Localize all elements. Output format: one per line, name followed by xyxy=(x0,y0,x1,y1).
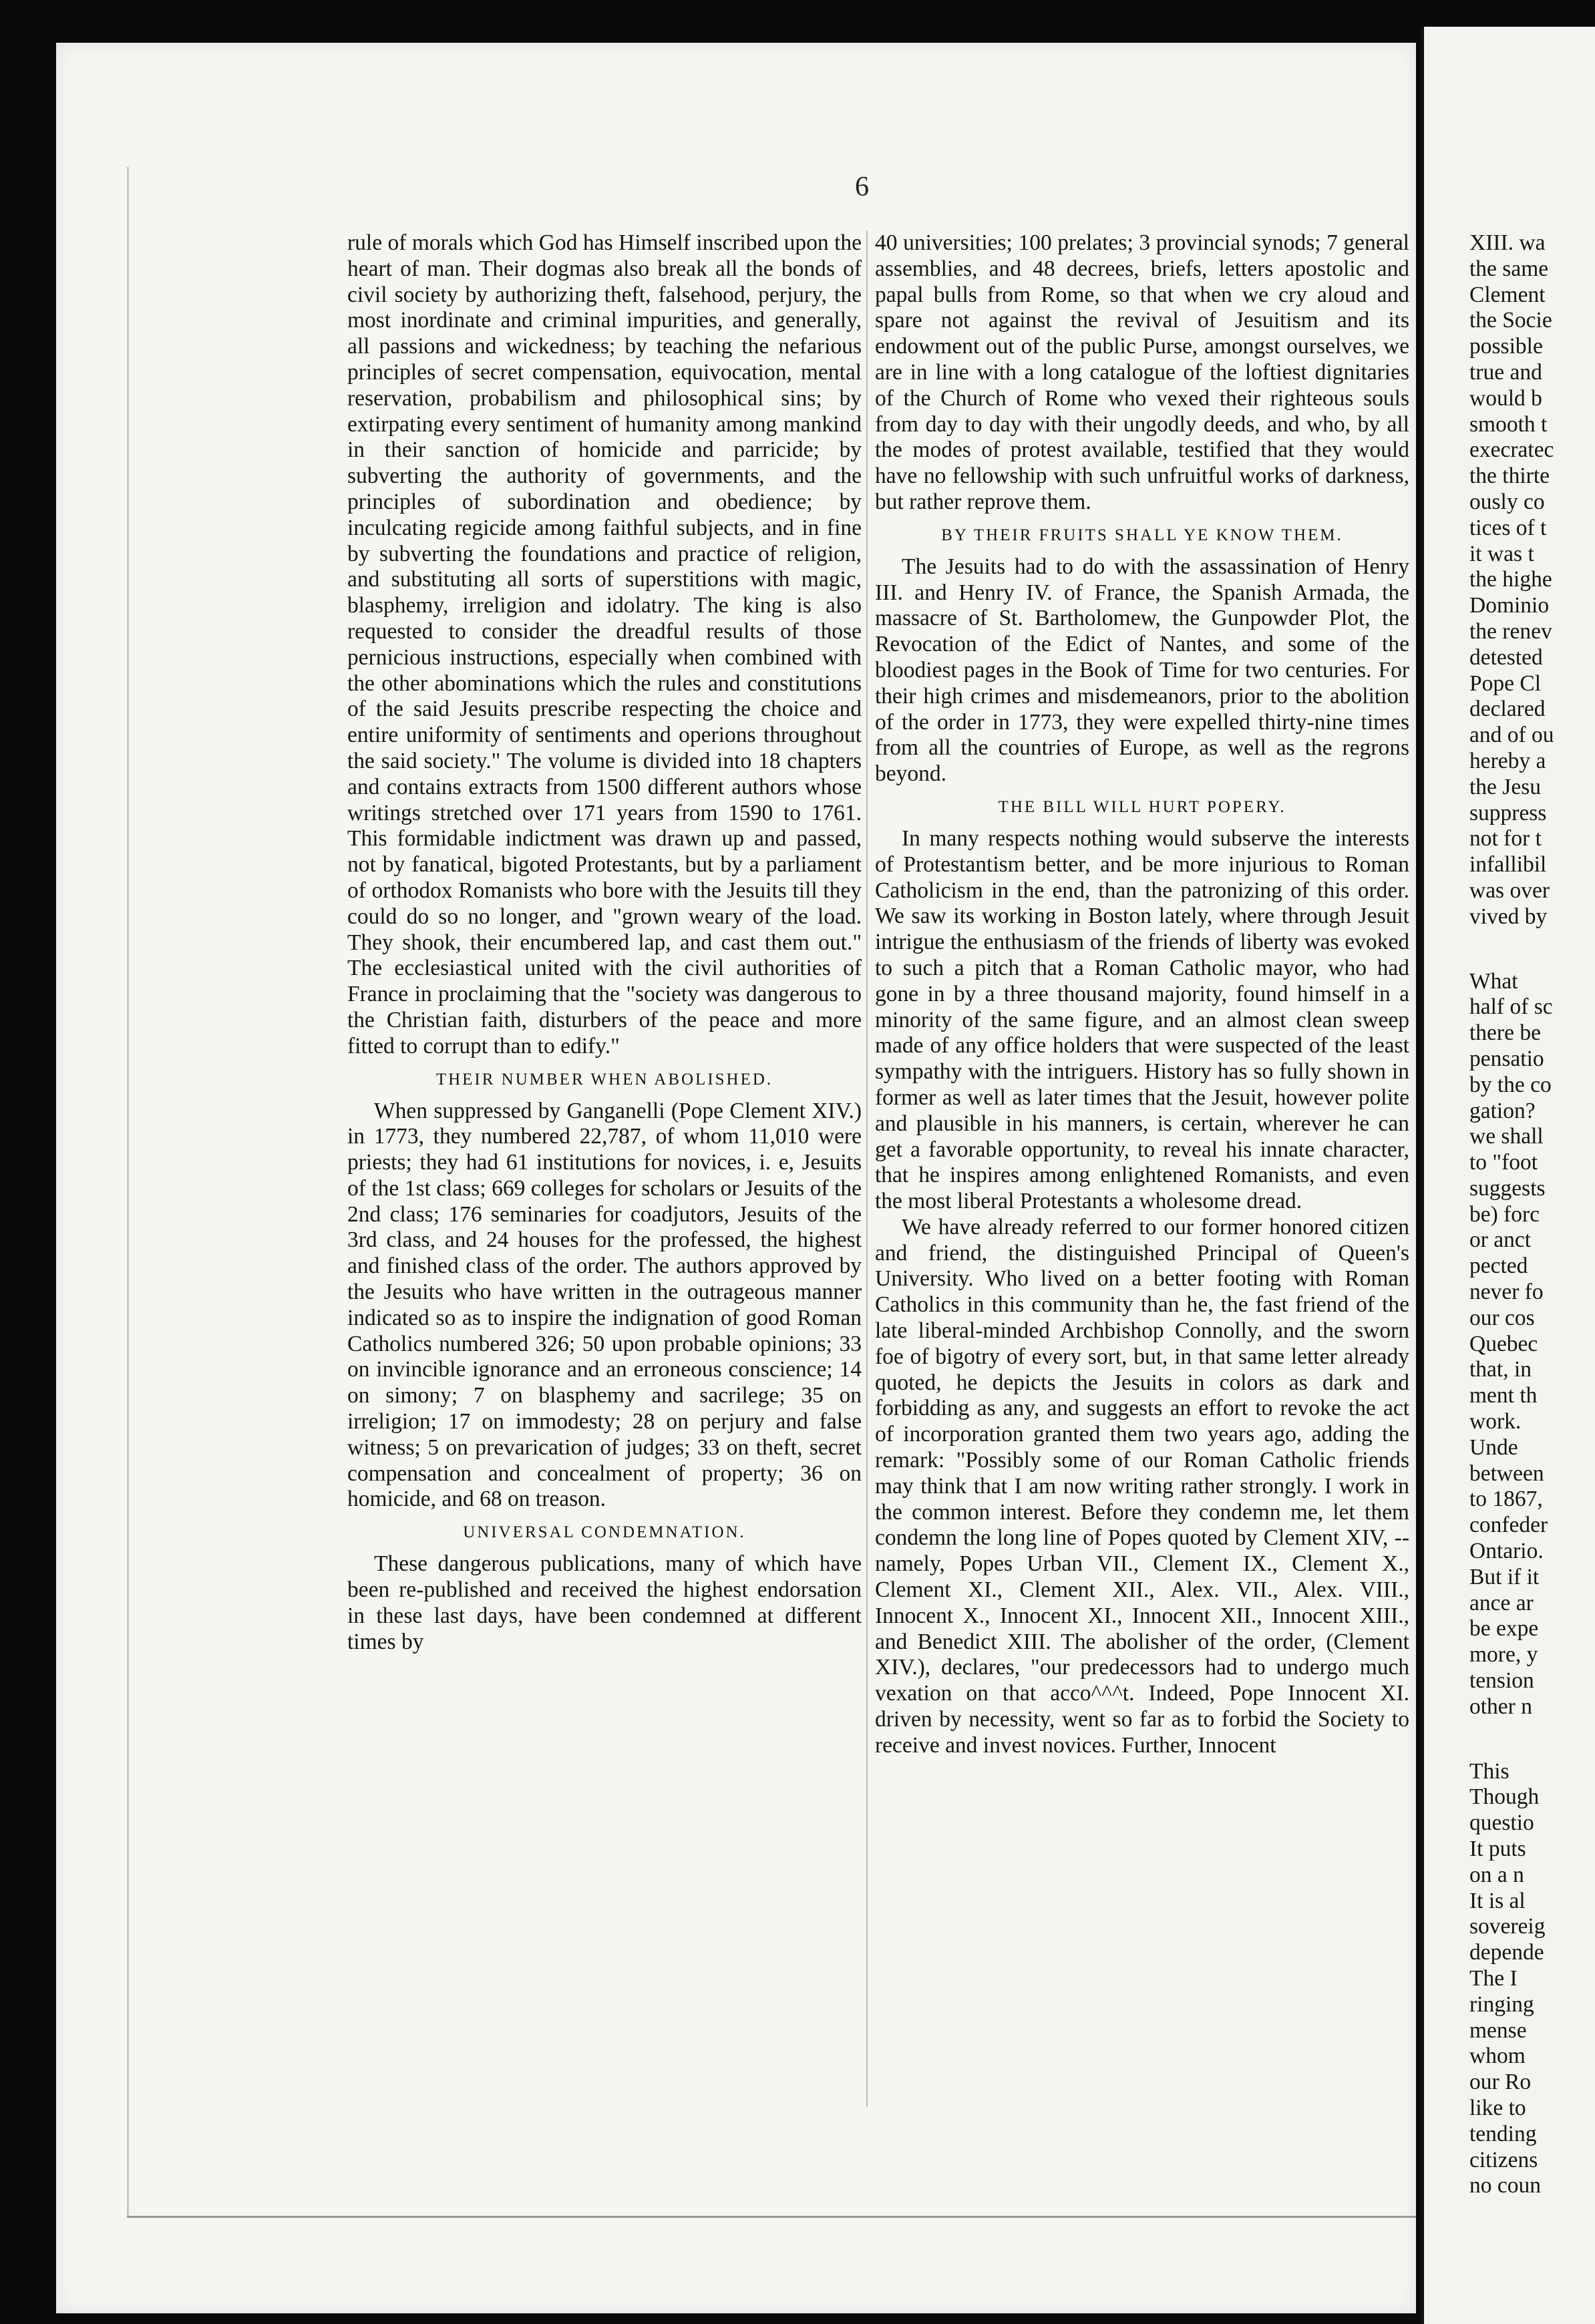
right-column-line: ously co xyxy=(1469,489,1545,514)
page-margin-line xyxy=(127,167,129,2217)
right-column-line: vived by xyxy=(1469,904,1548,929)
right-column-line: the Socie xyxy=(1469,308,1552,333)
right-column-line: the same xyxy=(1469,256,1549,281)
right-column-line: that, in xyxy=(1469,1357,1532,1382)
right-column-line: Ontario. xyxy=(1469,1539,1544,1564)
right-column-line: on a n xyxy=(1469,1862,1524,1887)
right-column-line: the thirte xyxy=(1469,463,1550,489)
paragraph: When suppressed by Ganganelli (Pope Clement XIV.) in 1773, they numbered 22,787, of whom 11,010 were priests; they had 61 institutions for novices, i. e, Jesuits of the 1st class; 669 colleges for scholars or Jesuits of the 2nd class; 176 seminaries for coadjutors, Jesuits of the 3rd class, and 24 houses for the professed, the highest and finished class of the order. The authors approved by the Jesuits who have written in the outrageous manner indicated so as to inspire the indignation of good Roman Catholics numbered 326; 50 upon probable opinions; 33 on invincible ignorance and an erroneous conscience; 14 on simony; 7 on blasphemy and sacrilege; 35 on irreligion; 17 on immodesty; 28 on perjury and false witness; 5 on prevarication of judges; 33 on theft, secret compensation and concealment of property; 36 on homicide, and 68 on treason. xyxy=(347,1098,862,1512)
right-column-line: to "foot xyxy=(1469,1150,1538,1175)
right-column-line: XIII. wa xyxy=(1469,230,1546,255)
fragment-gap xyxy=(1469,930,1595,969)
right-column-line: true and xyxy=(1469,359,1542,385)
right-column-line: our cos xyxy=(1469,1305,1535,1330)
right-column-line: tension xyxy=(1469,1668,1534,1694)
page-number: 6 xyxy=(855,172,869,202)
right-column-line: It puts xyxy=(1469,1836,1526,1862)
right-column-line: pected xyxy=(1469,1253,1528,1279)
right-column-line: tices of t xyxy=(1469,515,1547,540)
right-column-line: questio xyxy=(1469,1810,1534,1836)
paragraph: 40 universities; 100 prelates; 3 provincial synods; 7 general assemblies, and 48 decrees, briefs, letters apostolic and papal bulls from Rome, so that when we cry aloud and spare not against the revival of Jesuitism and its endowment out of the public Purse, amongst ourselves, we are in line with a long catalogue of the loftiest dignitaries of the Church of Rome who vexed their righteous souls from day to day with their ungodly deeds, and who, by all the modes of protest available, testified that they would have no fellowship with such unfruitful works of darkness, but rather reprove them. xyxy=(875,230,1409,514)
right-column-line: there be xyxy=(1469,1020,1541,1046)
right-column-line: would b xyxy=(1469,385,1542,411)
right-column-line: Unde xyxy=(1469,1434,1518,1460)
right-column-line: suggests xyxy=(1469,1175,1546,1201)
section-heading: THEIR NUMBER WHEN ABOLISHED. xyxy=(435,1070,773,1089)
right-column-line: be expe xyxy=(1469,1616,1539,1641)
right-column-line: we shall xyxy=(1469,1124,1544,1149)
right-column-line: work. xyxy=(1469,1409,1522,1434)
right-column-line: Though xyxy=(1469,1784,1540,1810)
paragraph: In many respects nothing would subserve the interests of Protestantism better, and be more injurious to Roman Catholicism in the end, than the patronizing of this order. We saw its working in Boston lately, where through Jesuit intrigue the enthusiasm of the friends of liberty was evoked to such a pitch that a Roman Catholic mayor, who had gone in by a three thousand majority, found himself in a minority of the same figure, and an almost clean sweep made of any office holders that were suspected of the least sympathy with the intriguers. History has so fully shown in former as well as later times that the Jesuit, however polite and plausible in his manners, is certain, wherever he can get a favorable opportunity, to reveal his innate character, that he inspires among enlightened Romanists, and even the most liberal Protestants a wholesome dread. xyxy=(875,825,1409,1214)
right-column-line: other n xyxy=(1469,1694,1532,1719)
right-column-line: Dominio xyxy=(1469,593,1550,618)
left-column xyxy=(347,230,862,1655)
right-column-line: between xyxy=(1469,1461,1544,1486)
right-column-line: sovereig xyxy=(1469,1914,1546,1939)
right-column-line: more, y xyxy=(1469,1642,1538,1668)
right-column-line: ance ar xyxy=(1469,1590,1534,1615)
right-column-line: be) forc xyxy=(1469,1201,1540,1227)
right-column-line: Quebec xyxy=(1469,1331,1538,1356)
right-column-line: pensatio xyxy=(1469,1046,1544,1071)
right-column-line: But if it xyxy=(1469,1564,1540,1589)
right-column-line: and of ou xyxy=(1469,723,1554,748)
right-column-line: Clement xyxy=(1469,282,1546,307)
page-bottom-line xyxy=(127,2216,1416,2218)
section-heading: UNIVERSAL CONDEMNATION. xyxy=(463,1523,746,1542)
right-column-line: ringing xyxy=(1469,1991,1534,2017)
right-column-line: depende xyxy=(1469,1940,1544,1965)
right-column-line: the highe xyxy=(1469,567,1552,592)
right-column-line: The I xyxy=(1469,1966,1518,1991)
right-column-line: mense xyxy=(1469,2017,1527,2043)
section-heading: BY THEIR FRUITS SHALL YE KNOW THEM. xyxy=(941,526,1343,544)
right-column-line: by the co xyxy=(1469,1072,1552,1097)
right-column-line: it was t xyxy=(1469,541,1534,566)
right-column-line: declared xyxy=(1469,697,1546,722)
right-column-line: smooth t xyxy=(1469,411,1548,437)
right-column-line: tending xyxy=(1469,2121,1537,2146)
right-column-fragments xyxy=(1469,230,1595,2199)
right-column-line: or anct xyxy=(1469,1227,1532,1253)
right-column-line: not for t xyxy=(1469,826,1542,851)
right-column-line: infallibil xyxy=(1469,852,1547,878)
right-column-line: like to xyxy=(1469,2095,1526,2120)
paragraph: The Jesuits had to do with the assassination of Henry III. and Henry IV. of France, the Spanish Armada, the massacre of St. Bartholomew, the Gunpowder Plot, the Revocation of the Edict of Nantes, and some of the bloodiest pages in the Book of Time for two centuries. For their high crimes and misdemeanors, prior to the abolition of the order in 1773, they were expelled thirty-nine times from all the countries of Europe, as well as the regrons beyond. xyxy=(875,554,1409,787)
right-column-line: hereby a xyxy=(1469,748,1546,773)
paragraph: We have already referred to our former honored citizen and friend, the distinguished Principal of Queen's University. Who lived on a better footing with Roman Catholics in this community than he, the fast friend of the late liberal-minded Archbishop Connolly, and the sworn foe of bigotry of every sort, but, in that same letter already quoted, he depicts the Jesuits in colors as dark and forbidding as any, and suggests an effort to revoke the act of incorporation granted them two years ago, adding the remark: "Possibly some of our Roman Catholic friends may think that I am now writing rather strongly. I work in the common interest. Before they condemn me, let them condemn the long line of Popes quoted by Clement XIV, --namely, Popes Urban VII., Clement IX., Clement X., Clement XI., Clement XII., Alex. VII., Alex. VIII., Innocent X., Innocent XI., Innocent XII., Innocent XIII., and Benedict XIII. The abolisher of the order, (Clement XIV.), declares, "our predecessors had to undergo much vexation on that acco^^^t. Indeed, Pope Innocent XI. driven by necessity, went so far as to forbid the Society to receive and invest novices. Further, Innocent xyxy=(875,1214,1409,1758)
right-column-line: the renev xyxy=(1469,618,1552,644)
right-column-line: half of sc xyxy=(1469,994,1553,1020)
right-column-line: our Ro xyxy=(1469,2070,1532,2095)
right-column-line: detested xyxy=(1469,644,1543,670)
right-column-line: the Jesu xyxy=(1469,774,1541,799)
paragraph: These dangerous publications, many of which have been re-published and received the highest endorsation in these last days, have been condemned at different times by xyxy=(347,1551,862,1654)
column-divider xyxy=(866,230,868,2107)
paragraph: rule of morals which God has Himself inscribed upon the heart of man. Their dogmas also break all the bonds of civil society by authorizing theft, falsehood, perjury, the most inordinate and criminal impurities, and generally, all passions and wickedness; by teaching the nefarious principles of secret compensation, equivocation, mental reservation, probabilism and philosophical sins; by extirpating every sentiment of humanity among mankind in their sanction of homicide and parricide; by subverting the authority of governments, and the principles of subordination and obedience; by inculcating regicide among faithful subjects, and in fine by subverting the foundations and practice of religion, and substituting all sorts of superstitions with magic, blasphemy, irreligion and idolatry. The king is also requested to consider the dreadful results of those pernicious instructions, especially when combined with the other abominations which the rules and constitutions of the said Jesuits prescribe respecting the choice and entire uniformity of sentiments and operions throughout the said society." The volume is divided into 18 chapters and contains extracts from 1500 different authors whose writings stretched over 171 years from 1590 to 1761. This formidable indictment was drawn up and passed, not by fanatical, bigoted Protestants, but by a parliament of orthodox Romanists who bore with the Jesuits till they could do so no longer, and "grown weary of the load. They shook, their encumbered lap, and cast them out." The ecclesiastical united with the civil authorities of France in proclaiming that the "society was dangerous to the Christian faith, disturbers of the peace and more fitted to corrupt than to edify." xyxy=(347,230,862,1058)
right-column-line: never fo xyxy=(1469,1280,1544,1305)
right-column-line: What xyxy=(1469,968,1518,994)
right-column-line: was over xyxy=(1469,878,1550,903)
section-heading: THE BILL WILL HURT POPERY. xyxy=(998,797,1286,816)
right-column-line: possible xyxy=(1469,334,1543,359)
fragment-gap xyxy=(1469,1720,1595,1759)
middle-column xyxy=(875,230,1409,1759)
right-column-line: no coun xyxy=(1469,2173,1541,2198)
right-column-line: This xyxy=(1469,1758,1510,1784)
right-column-line: It is al xyxy=(1469,1888,1526,1913)
right-column-line: whom xyxy=(1469,2044,1526,2069)
right-column-line: citizens xyxy=(1469,2147,1538,2172)
right-column-line: ment th xyxy=(1469,1383,1538,1408)
right-column-line: Pope Cl xyxy=(1469,670,1542,696)
right-column-line: to 1867, xyxy=(1469,1487,1543,1512)
right-column-line: gation? xyxy=(1469,1098,1536,1123)
right-column-line: execratec xyxy=(1469,437,1554,463)
right-column-line: confeder xyxy=(1469,1513,1548,1538)
right-column-line: suppress xyxy=(1469,800,1547,825)
